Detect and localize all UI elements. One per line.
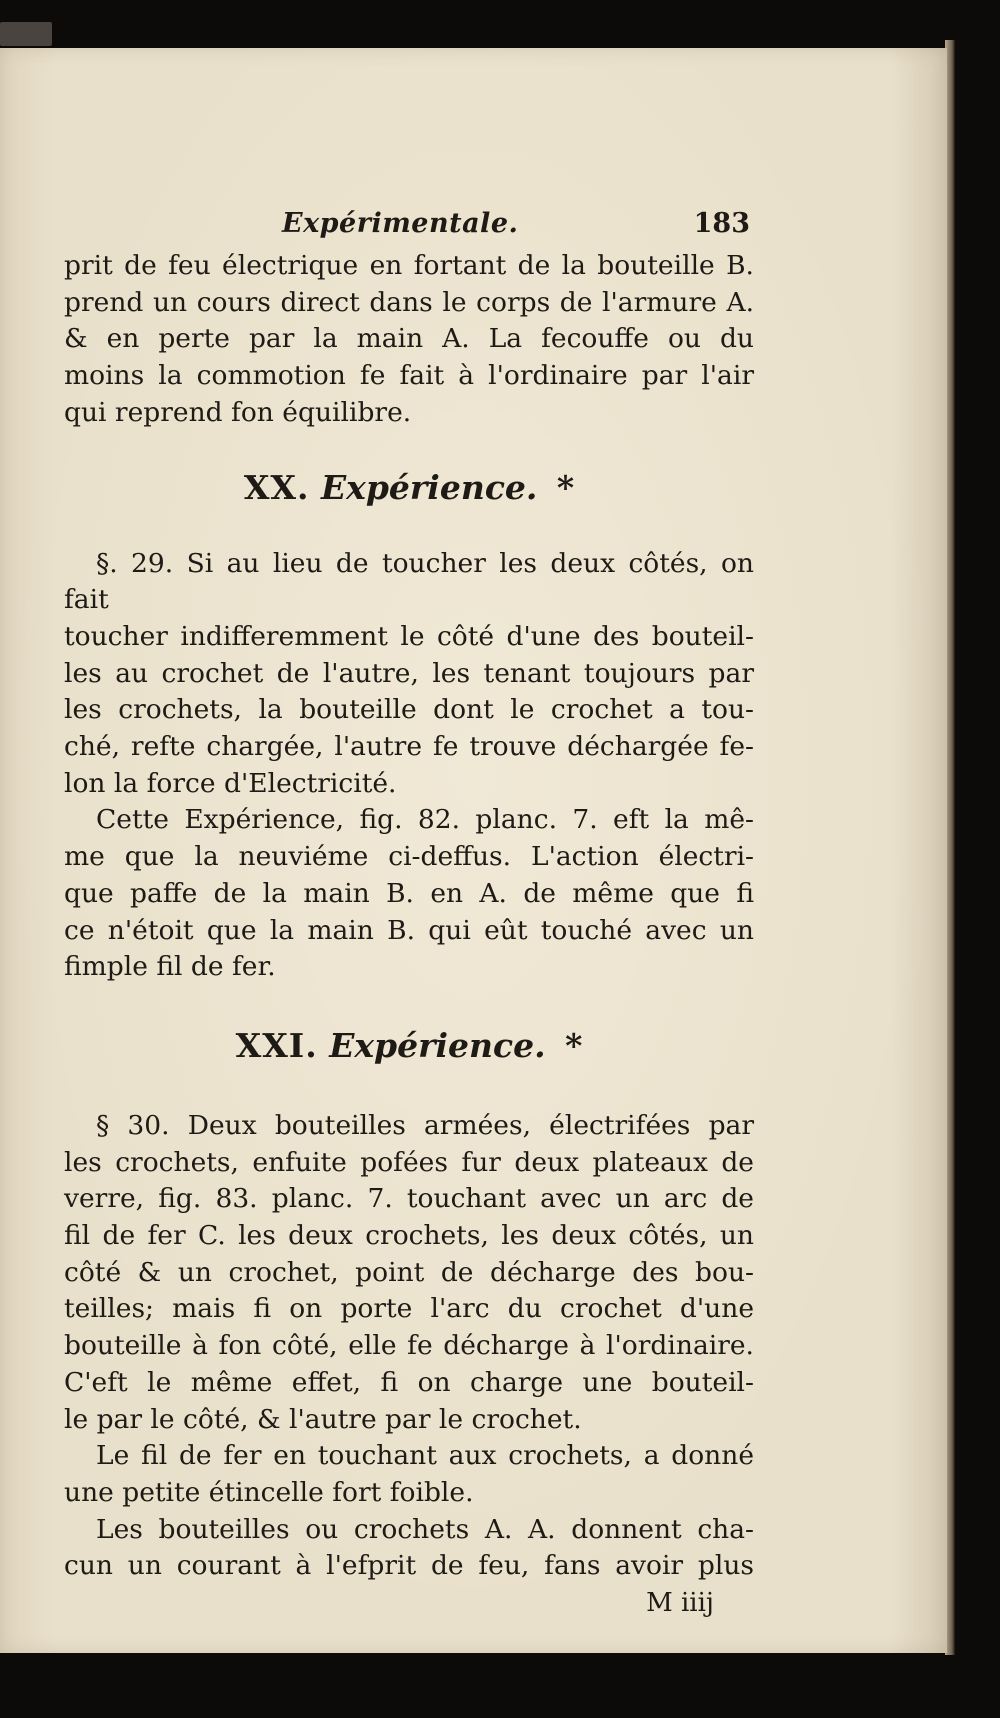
text-line: les crochets, la bouteille dont le crochet a tou- <box>64 694 754 726</box>
page-text-block <box>64 208 754 1621</box>
adjacent-page-tab <box>0 22 52 46</box>
heading-number: XXI. <box>235 1025 318 1065</box>
text-line: les crochets, enfuite pofées fur deux plateaux de <box>64 1146 754 1178</box>
text-line: prend un cours direct dans le corps de l'armure A. <box>64 286 754 318</box>
page-number: 183 <box>693 208 750 239</box>
asterisk-mark: * <box>556 467 575 507</box>
paragraph-les-bouteilles <box>64 1512 754 1585</box>
text-line: fil de fer C. les deux crochets, les deux côtés, un <box>64 1220 754 1252</box>
text-line: teilles; mais fi on porte l'arc du crochet d'une <box>64 1293 754 1325</box>
heading-number: XX. <box>243 467 310 507</box>
running-head-title: Expérimentale. <box>282 208 519 239</box>
text-line: le par le côté, & l'autre par le crochet. <box>64 1403 582 1435</box>
text-line: ché, refte chargée, l'autre fe trouve déchargée fe- <box>64 731 754 763</box>
text-line: fimple fil de fer. <box>64 951 276 983</box>
section-heading-xx <box>64 468 754 508</box>
heading-word: Expérience. <box>321 467 538 507</box>
text-line: qui reprend fon équilibre. <box>64 396 412 428</box>
text-line: §. 29. Si au lieu de toucher les deux côtés, on fait <box>64 547 754 616</box>
text-line: Le fil de fer en touchant aux crochets, a donné <box>96 1440 754 1472</box>
paragraph-continuation <box>64 248 754 432</box>
text-line: bouteille à fon côté, elle fe décharge à l'ordinaire. <box>64 1330 754 1362</box>
asterisk-mark: * <box>565 1025 583 1065</box>
paragraph-section-30 <box>64 1108 754 1438</box>
text-line: cun un courant à l'efprit de feu, fans avoir plus <box>64 1550 754 1582</box>
running-head <box>64 208 754 248</box>
text-line: une petite étincelle fort foible. <box>64 1476 474 1508</box>
paragraph-fil-de-fer <box>64 1438 754 1511</box>
text-line: lon la force d'Electricité. <box>64 767 397 799</box>
text-line: § 30. Deux bouteilles armées, électrifées par <box>96 1109 754 1141</box>
signature-mark: M iiij <box>646 1588 714 1619</box>
text-line: les au crochet de l'autre, les tenant toujours par <box>64 657 754 689</box>
book-page <box>0 48 947 1653</box>
text-line: côté & un crochet, point de décharge des bou- <box>64 1256 754 1288</box>
heading-word: Expérience. <box>329 1025 546 1065</box>
paragraph-section-29 <box>64 546 754 803</box>
text-line: toucher indifferemment le côté d'une des bouteil- <box>64 620 754 652</box>
text-line: me que la neuviéme ci-deffus. L'action électri- <box>64 841 754 873</box>
text-line: verre, fig. 83. planc. 7. touchant avec un arc de <box>64 1183 754 1215</box>
text-line: C'eft le même effet, fi on charge une bouteil- <box>64 1366 754 1398</box>
text-line: prit de feu électrique en fortant de la bouteille B. <box>64 250 754 281</box>
text-line: que paffe de la main B. en A. de même que fi <box>64 877 754 909</box>
text-line: & en perte par la main A. La fecouffe ou du <box>64 323 754 355</box>
section-heading-xxi <box>64 1026 754 1066</box>
text-line: moins la commotion fe fait à l'ordinaire par l'air <box>64 360 754 392</box>
paragraph-cette-experience <box>64 802 754 986</box>
text-line: Cette Expérience, fig. 82. planc. 7. eft la mê- <box>96 804 754 836</box>
text-line: Les bouteilles ou crochets A. A. donnent cha- <box>96 1513 754 1545</box>
text-line: ce n'étoit que la main B. qui eût touché avec un <box>64 914 754 946</box>
